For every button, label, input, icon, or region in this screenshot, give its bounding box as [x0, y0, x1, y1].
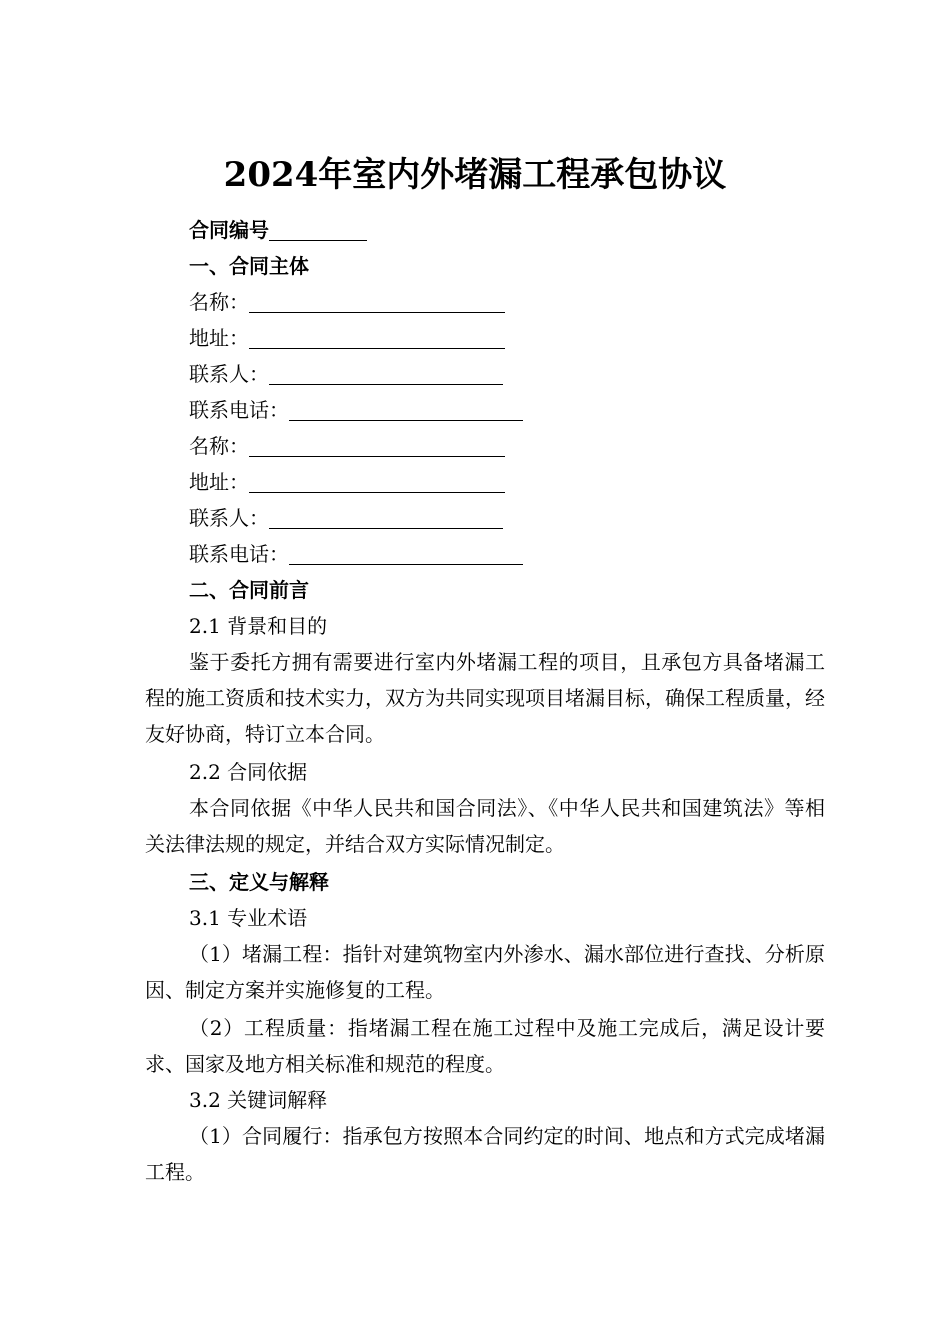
party-b-contact-blank[interactable] [269, 504, 503, 529]
party-a-name-blank[interactable] [249, 288, 505, 313]
party-b-phone-row [189, 536, 523, 572]
section-3-1-item-1: （1）堵漏工程：指针对建筑物室内外渗水、漏水部位进行查找、分析原因、制定方案并实施修复的工程。 [145, 942, 825, 1002]
party-b-phone-label: 联系电话： [189, 542, 289, 566]
party-a-phone-label: 联系电话： [189, 398, 289, 422]
party-b-name-row [189, 428, 505, 464]
party-a-phone-row [189, 392, 523, 428]
party-b-address-label: 地址： [189, 470, 249, 494]
section-2-1-title: 2.1 背景和目的 [189, 614, 328, 638]
party-b-address-row [189, 464, 505, 500]
section-3-1-item-2: （2）工程质量：指堵漏工程在施工过程中及施工完成后，满足设计要求、国家及地方相关标准和规范的程度。 [145, 1016, 825, 1076]
section-3-2-item-1: （1）合同履行：指承包方按照本合同约定的时间、地点和方式完成堵漏工程。 [145, 1124, 825, 1184]
party-b-phone-blank[interactable] [289, 540, 523, 565]
contract-number-row [189, 212, 367, 248]
party-a-contact-row [189, 356, 503, 392]
party-b-contact-label: 联系人： [189, 506, 269, 530]
party-b-contact-row [189, 500, 503, 536]
party-a-address-label: 地址： [189, 326, 249, 350]
section-2-1-text: 鉴于委托方拥有需要进行室内外堵漏工程的项目，且承包方具备堵漏工程的施工资质和技术实力，双方为共同实现项目堵漏目标，确保工程质量，经友好协商，特订立本合同。 [145, 650, 825, 746]
party-a-address-row [189, 320, 505, 356]
party-a-name-row [189, 284, 505, 320]
section-3-heading: 三、定义与解释 [189, 870, 329, 894]
section-2-heading: 二、合同前言 [189, 578, 309, 602]
party-a-name-label: 名称： [189, 290, 249, 314]
party-b-name-blank[interactable] [249, 432, 505, 457]
party-b-address-blank[interactable] [249, 468, 505, 493]
party-b-name-label: 名称： [189, 434, 249, 458]
document-title: 2024年室内外堵漏工程承包协议 [223, 155, 727, 195]
section-3-1-title: 3.1 专业术语 [189, 906, 308, 930]
section-1-heading: 一、合同主体 [189, 254, 309, 278]
party-a-contact-blank[interactable] [269, 360, 503, 385]
contract-number-label: 合同编号 [189, 218, 269, 242]
party-a-contact-label: 联系人： [189, 362, 269, 386]
section-2-2-title: 2.2 合同依据 [189, 760, 308, 784]
section-3-2-title: 3.2 关键词解释 [189, 1088, 328, 1112]
party-a-address-blank[interactable] [249, 324, 505, 349]
section-2-2-text: 本合同依据《中华人民共和国合同法》、《中华人民共和国建筑法》等相关法律法规的规定，并结合双方实际情况制定。 [145, 796, 825, 856]
contract-number-blank[interactable] [269, 216, 367, 241]
party-a-phone-blank[interactable] [289, 396, 523, 421]
